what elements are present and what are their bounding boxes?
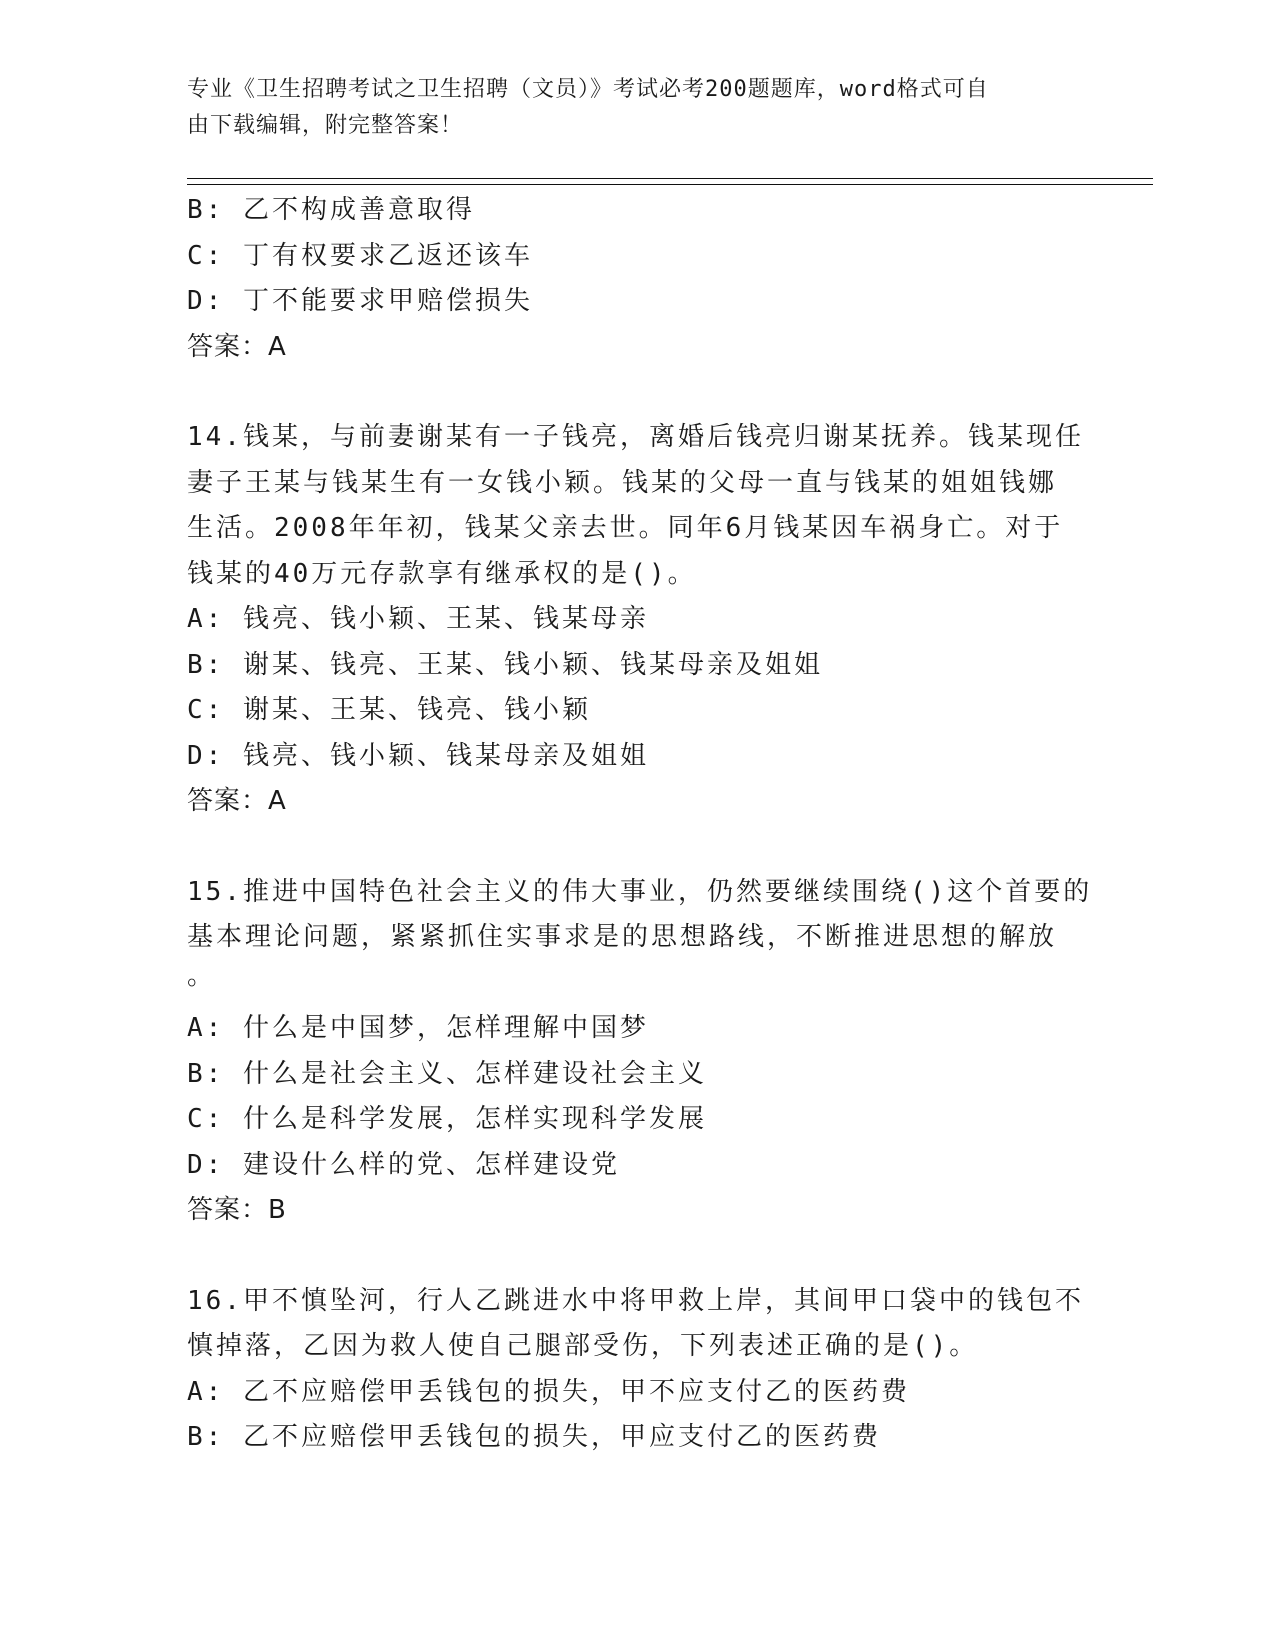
option-c: C: 谢某、王某、钱亮、钱小颖 [187,695,591,725]
header-line-2: 由下载编辑，附完整答案！ [187,113,464,138]
option-b: B: 谢某、钱亮、王某、钱小颖、钱某母亲及姐姐 [187,649,823,680]
option-d: D: 建设什么样的党、怎样建设党 [187,1149,620,1180]
question-text-line: 16.甲不慎坠河，行人乙跳进水中将甲救上岸，其间甲口袋中的钱包不 [187,1285,1084,1316]
option-a: A: 什么是中国梦，怎样理解中国梦 [187,1013,649,1043]
question-text-line: 生活。2008年年初，钱某父亲去世。同年6月钱某因车祸身亡。对于 [187,513,1064,543]
option-b: B: 什么是社会主义、怎样建设社会主义 [187,1058,707,1089]
question-text-line: 14.钱某，与前妻谢某有一子钱亮，离婚后钱亮归谢某抚养。钱某现任 [187,422,1084,452]
question-text-line: 。 [187,960,217,991]
question-14 [187,415,1087,825]
header-divider-bottom [187,184,1153,185]
spacer [187,1234,1087,1279]
option-a: A: 乙不应赔偿甲丢钱包的损失，甲不应支付乙的医药费 [187,1376,910,1407]
option-c: C: 什么是科学发展，怎样实现科学发展 [187,1104,707,1134]
prev-question [187,188,1087,370]
option-a: A: 钱亮、钱小颖、王某、钱某母亲 [187,604,649,634]
question-text-line: 15.推进中国特色社会主义的伟大事业，仍然要继续围绕()这个首要的 [187,876,1093,907]
document-header [187,72,1067,144]
question-16 [187,1279,1087,1461]
option-d: D: 丁不能要求甲赔偿损失 [187,286,533,316]
question-15 [187,870,1093,1234]
option-b: B: 乙不构成善意取得 [187,195,475,225]
question-text-line: 妻子王某与钱某生有一女钱小颖。钱某的父母一直与钱某的姐姐钱娜 [187,467,1058,498]
option-b: B: 乙不应赔偿甲丢钱包的损失，甲应支付乙的医药费 [187,1422,881,1452]
question-text-line: 慎掉落，乙因为救人使自己腿部受伤，下列表述正确的是()。 [187,1331,979,1361]
header-line-1: 专业《卫生招聘考试之卫生招聘（文员）》考试必考200题题库，word格式可自 [187,77,989,102]
answer-label: 答案：A [187,331,287,362]
option-d: D: 钱亮、钱小颖、钱某母亲及姐姐 [187,740,649,771]
spacer [187,370,1087,415]
header-divider-top [187,178,1153,179]
question-text-line: 钱某的40万元存款享有继承权的是()。 [187,558,697,589]
answer-label: 答案：A [187,786,287,816]
spacer [187,825,1087,870]
question-content [187,188,1093,1461]
answer-label: 答案：B [187,1195,287,1225]
option-c: C: 丁有权要求乙返还该车 [187,240,533,271]
question-text-line: 基本理论问题，紧紧抓住实事求是的思想路线，不断推进思想的解放 [187,922,1058,952]
